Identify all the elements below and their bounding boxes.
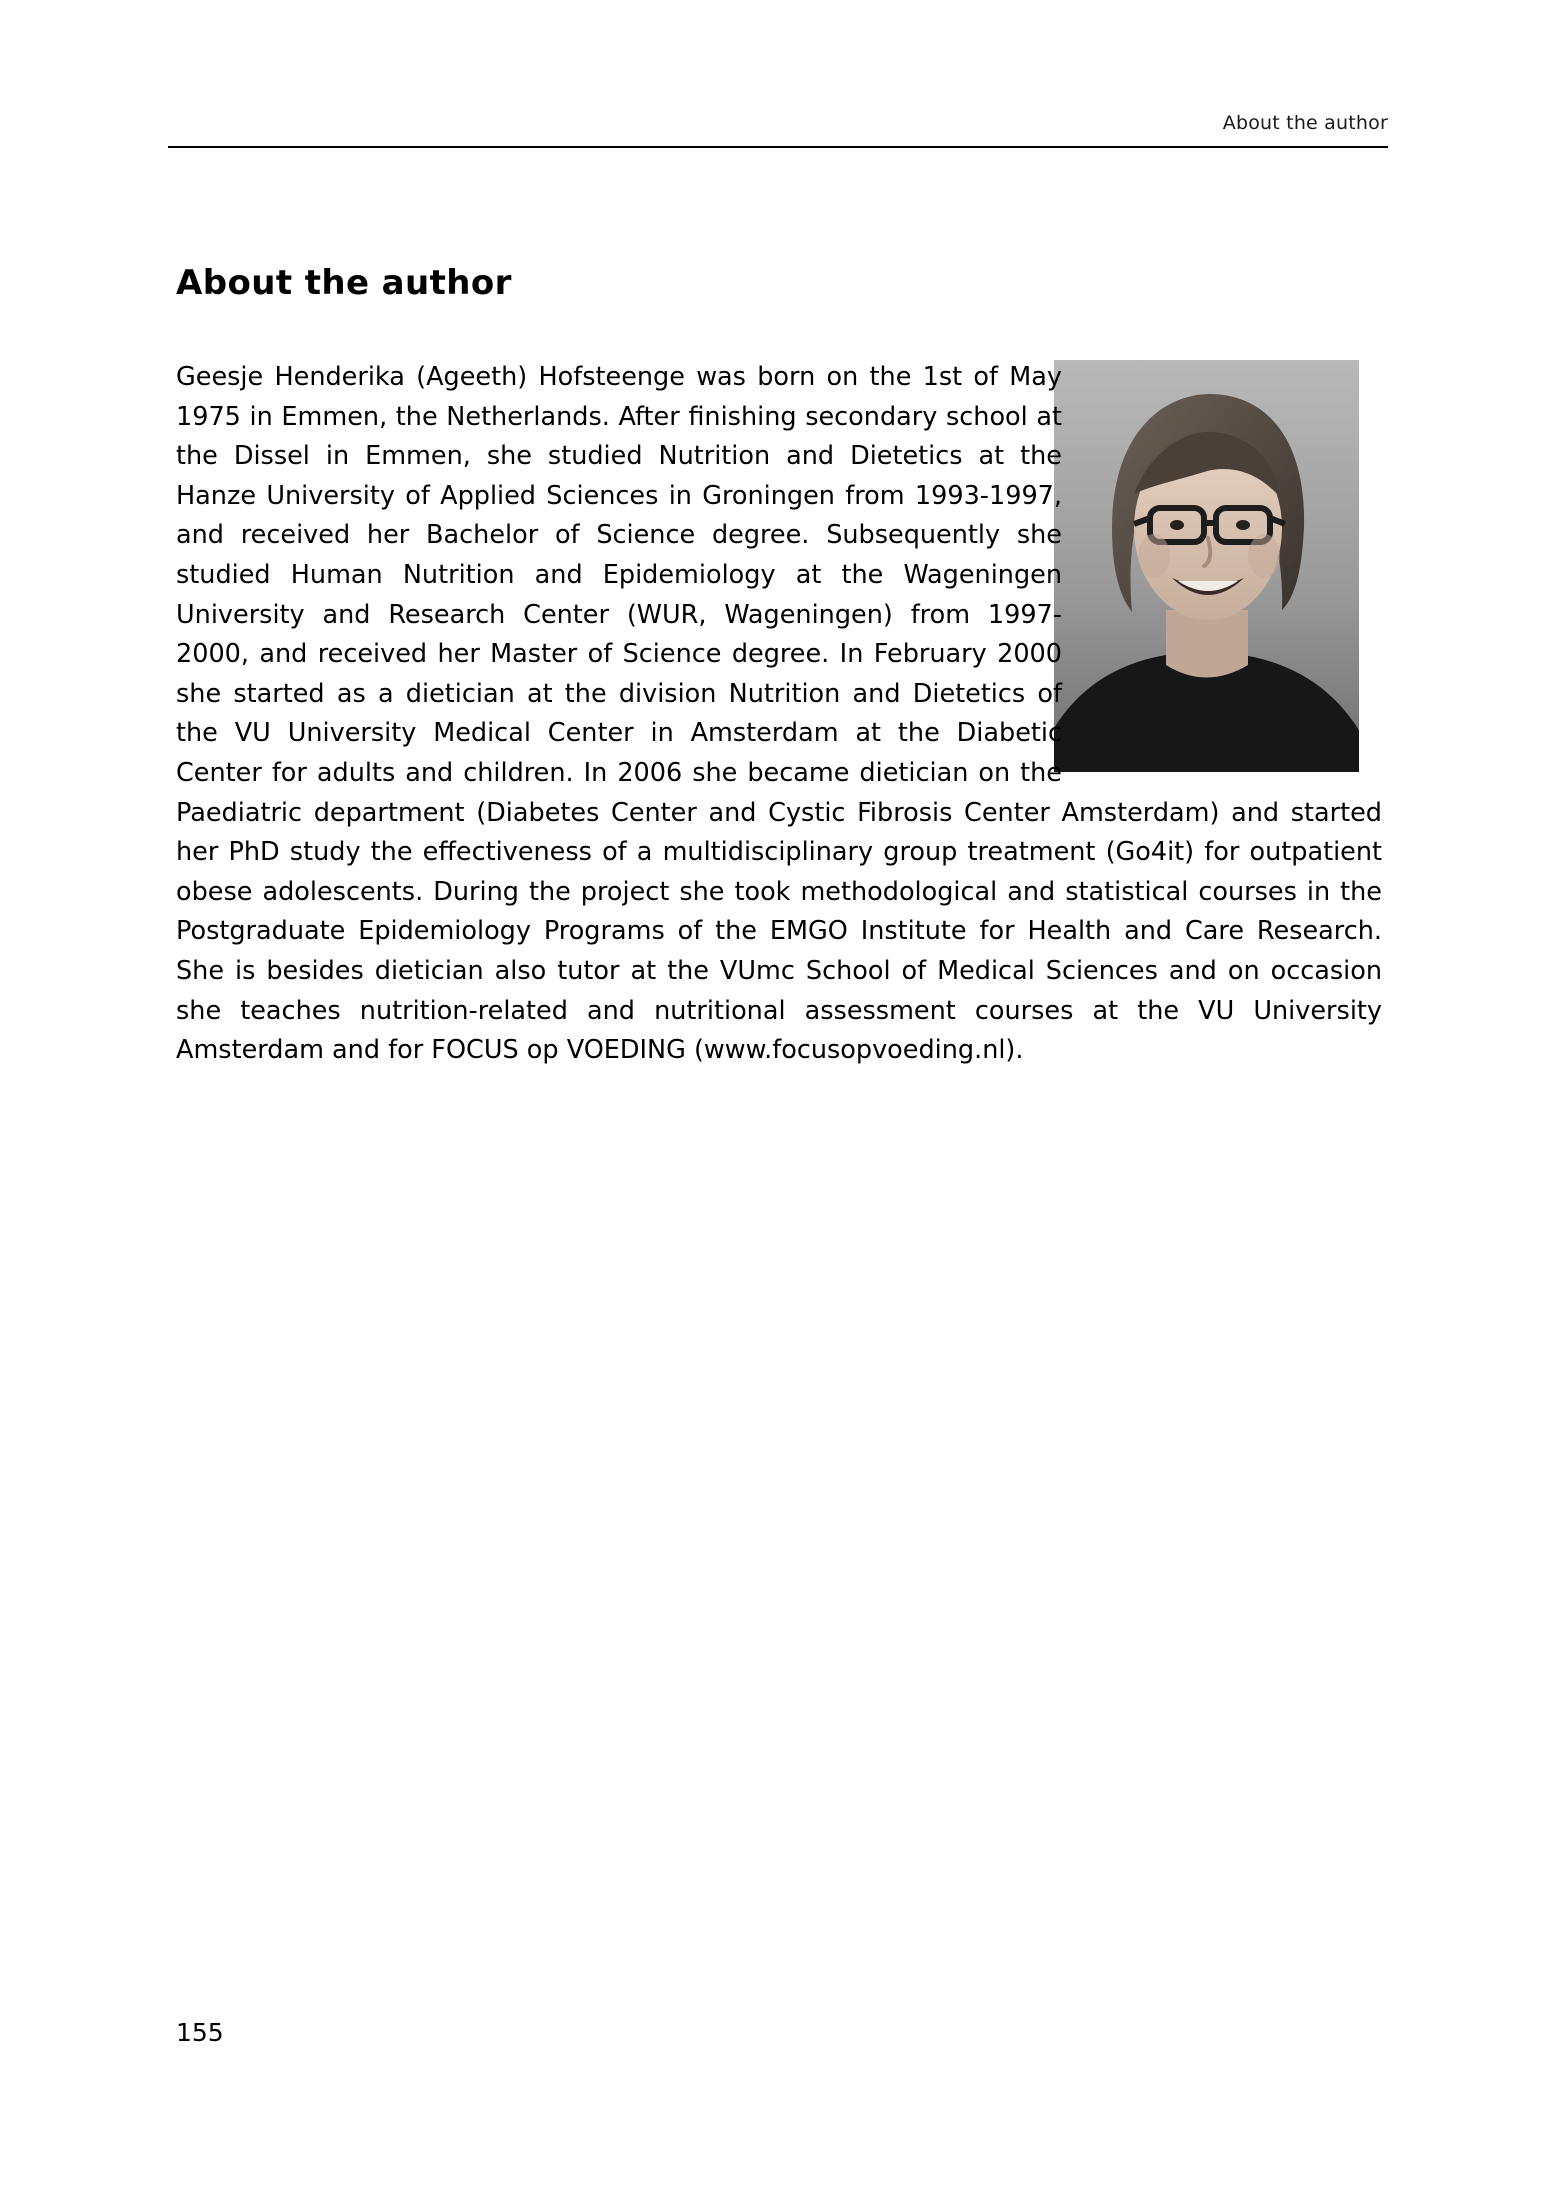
running-head: About the author	[1222, 112, 1388, 134]
page-title: About the author	[176, 262, 512, 303]
photo-wrap-spacer	[1062, 358, 1382, 770]
author-biography	[176, 358, 1382, 1071]
page-number: 155	[176, 2018, 224, 2047]
biography-text: Geesje Henderika (Ageeth) Hofsteenge was born on the 1st of May 1975 in Emmen, the Netherlands. After finishing secondary school at the Dissel in Emmen, she studied Nutrition and Dietetics at the Hanze University of Applied Sciences in Groningen from 1993-1997, and received her Bachelor of Science degree. Subsequently she studied Human Nutrition and Epidemiology at the Wageningen University and Research Center (WUR, Wageningen) from 1997-2000, and received her Master of Science degree. In February 2000 she started as a dietician at the division Nutrition and Dietetics of the VU University Medical Center in Amsterdam at the Diabetic Center for adults and children. In 2006 she became dietician on the Paediatric department (Diabetes Center and Cystic Fibrosis Center Amsterdam) and started her PhD study the effectiveness of a multidisciplinary group treatment (Go4it) for outpatient obese adolescents. During the project she took methodological and statistical courses in the Postgraduate Epidemiology Programs of the EMGO Institute for Health and Care Research. She is besides dietician also tutor at the VUmc School of Medical Sciences and on occasion she teaches nutrition-related and nutritional assessment courses at the VU University Amsterdam and for FOCUS op VOEDING (www.focusopvoeding.nl).	[176, 362, 1382, 1066]
header-rule	[168, 146, 1388, 148]
